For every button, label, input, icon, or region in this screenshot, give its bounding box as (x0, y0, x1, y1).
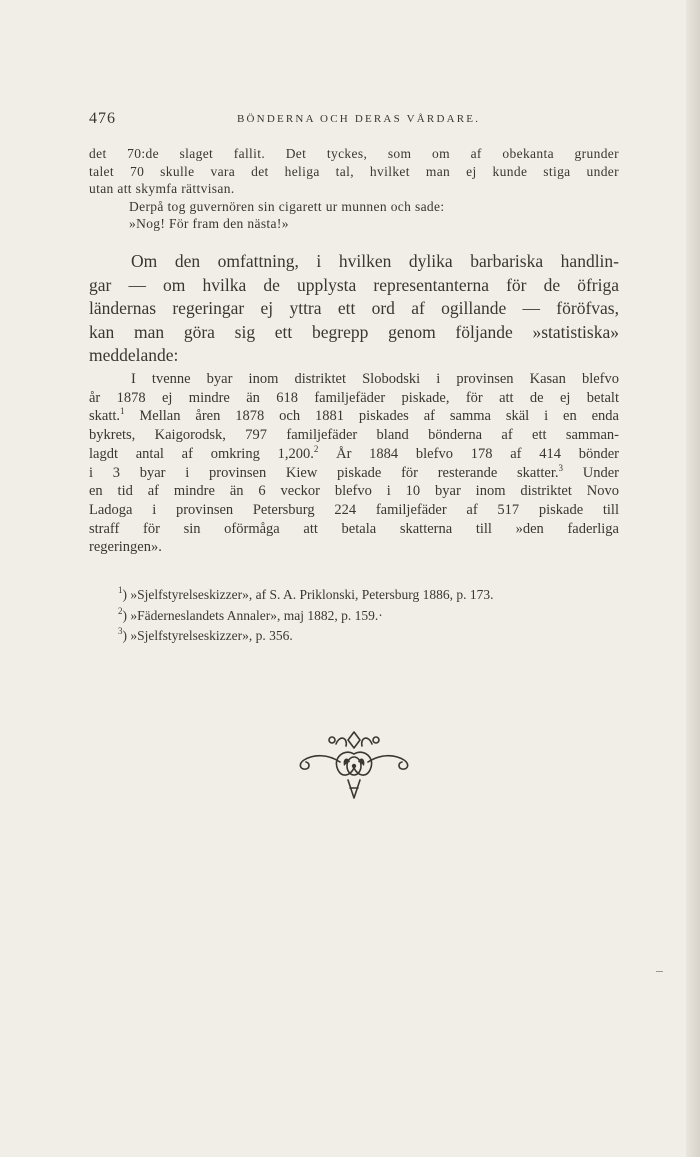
tailpiece-ornament-icon (292, 728, 417, 804)
text-line: Om den omfattning, i hvilken dylika barbariska handlin- (131, 251, 619, 271)
footnotes (118, 585, 638, 647)
text-line: kan man göra sig ett begrepp genom följande »statistiska» (89, 321, 619, 342)
margin-mark (656, 971, 663, 972)
large-paragraph (89, 250, 619, 368)
text-line: utan att skymfa rättvisan. (89, 181, 235, 196)
footnote-ref: 1 (120, 406, 125, 417)
footnote-mark: 3 (118, 626, 123, 636)
text-line: år 1878 ej mindre än 618 familjefäder piskade, för att de ej betalt (89, 389, 619, 406)
page-edge (686, 0, 700, 1157)
page-header (89, 110, 619, 130)
page-number: 476 (89, 110, 116, 127)
text-line: en tid af mindre än 6 veckor blefvo i 10 byar inom distriktet Novo (89, 483, 619, 500)
text-line: »Nog! För fram den nästa!» (129, 216, 289, 231)
footnote-mark: 2 (118, 605, 123, 616)
text-line: I tvenne byar inom distriktet Slobodski i provinsen Kasan blefvo (131, 371, 619, 387)
footnote-ref: 3 (558, 462, 564, 473)
text-line: bykrets, Kaigorodsk, 797 familjefäder bland bönderna af ett samman- (89, 427, 619, 444)
intro-paragraph (89, 145, 619, 233)
text-line: ländernas regeringar ej yttra ett ord af ogillande — föröfvas, (89, 298, 619, 318)
text-line: Ladoga i provinsen Petersburg 224 familjefäder af 517 piskade till (89, 501, 619, 518)
running-title: BÖNDERNA OCH DERAS VÅRDARE. (237, 113, 481, 125)
footnote-mark: 1 (118, 585, 123, 595)
statistics-paragraph (89, 370, 619, 557)
text-line: i 3 byar i provinsen Kiew piskade för resterande skatter.$^3$ Under (89, 462, 619, 481)
text-line: straff för sin oförmåga att betala skatterna till »den faderliga (89, 520, 619, 537)
text-line: skatt.$^1$ Mellan åren 1878 och 1881 piskades af samma skäl i en enda (89, 406, 619, 425)
text-line: gar — om hvilka de upplysta representanterna för de öfriga (89, 274, 619, 295)
text-line: regeringen». (89, 539, 162, 556)
footnote-ref: 2 (313, 443, 319, 454)
text-line: meddelande: (89, 345, 179, 365)
text-line: talet 70 skulle vara det heliga tal, hvilket man ej kunde stiga under (89, 163, 619, 179)
footnote: $^1$) »Sjelfstyrelseskizzer», af S. A. Priklonski, Petersburg 1886, p. 173. (118, 585, 494, 602)
text-line: Derpå tog guvernören sin cigarett ur munnen och sade: (129, 198, 445, 214)
text-line: lagdt antal af omkring 1,200.$^2$ År 1884 blefvo 178 af 414 bönder (89, 443, 619, 462)
text-line: det 70:de slaget fallit. Det tyckes, som om af obekanta grunder (89, 146, 619, 161)
footnote: $^2$) »Fäderneslandets Annaler», maj 1882, p. 159.· (118, 605, 383, 623)
footnote: $^3$) »Sjelfstyrelseskizzer», p. 356. (118, 626, 293, 643)
